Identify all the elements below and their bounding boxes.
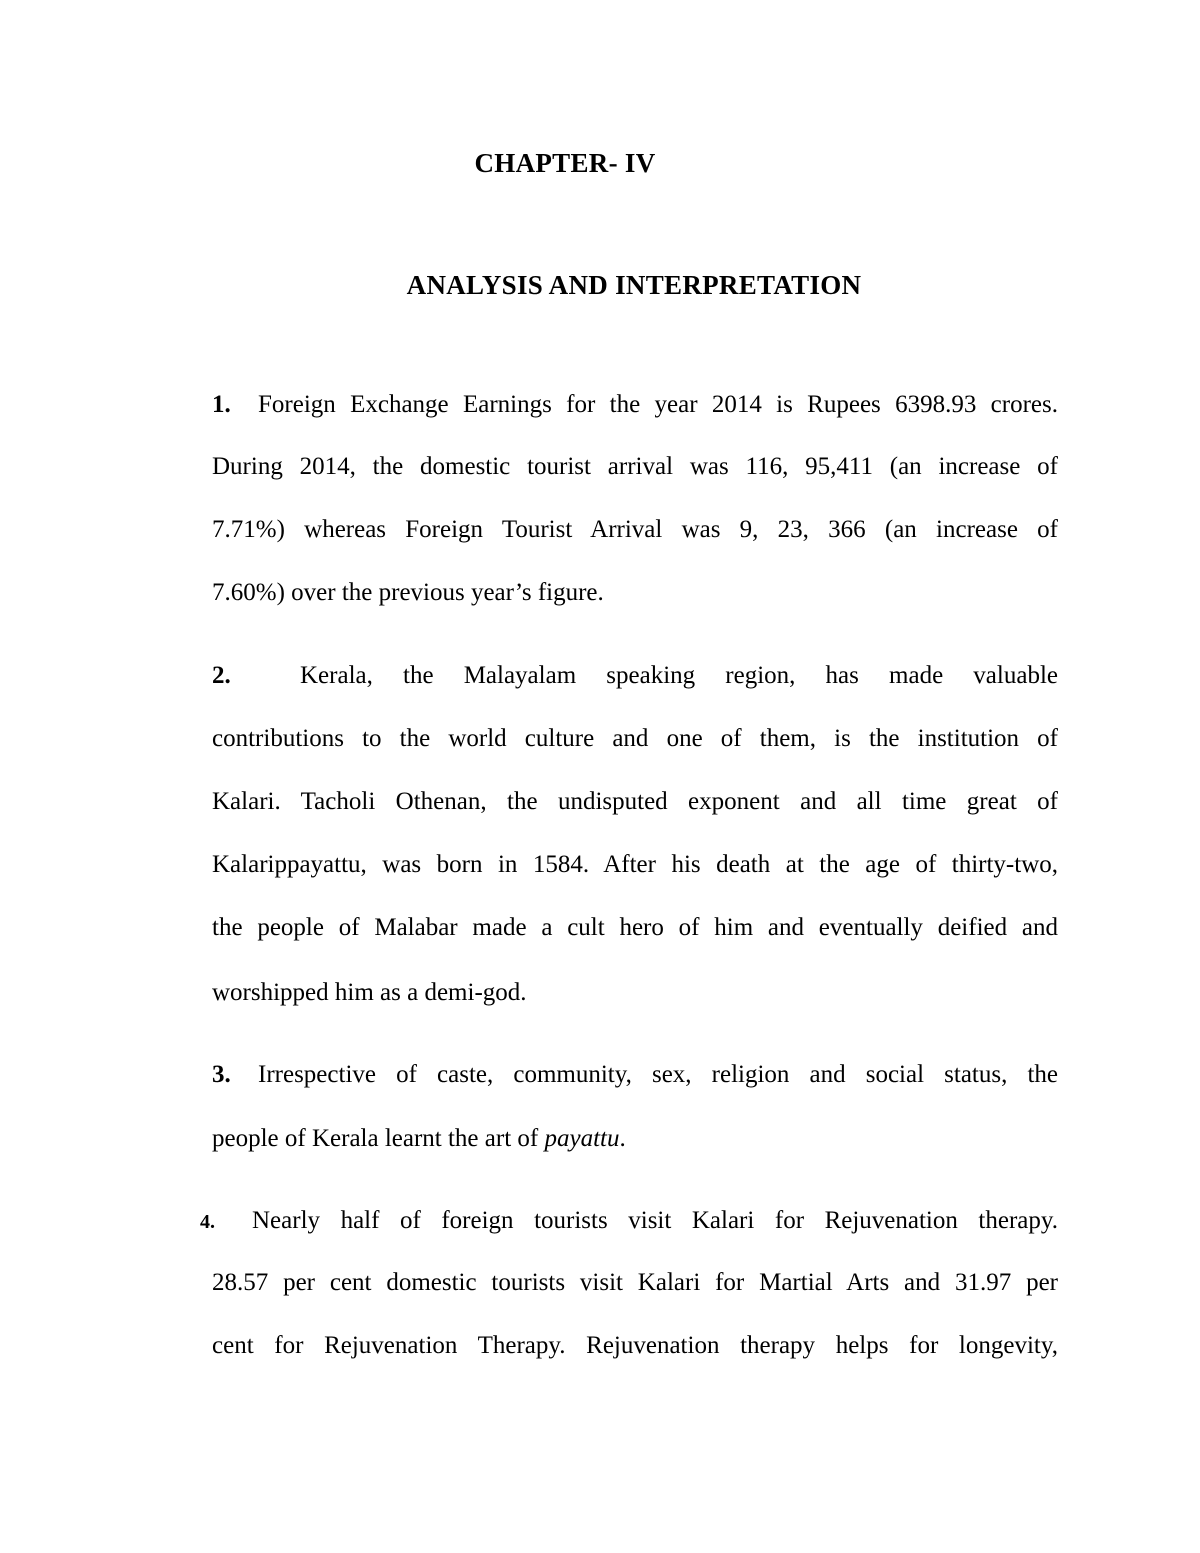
italic-term: payattu [544, 1125, 620, 1152]
paragraph-1-line-3: 7.71%) whereas Foreign Tourist Arrival was 9, 23, 366 (an increase of [212, 516, 1058, 543]
item-number: 3. [212, 1061, 231, 1088]
paragraph-text: Foreign Exchange Earnings for the year 2014 is Rupees 6398.93 crores. [258, 391, 1058, 418]
paragraph-2-line-5: the people of Malabar made a cult hero of him and eventually deified and [212, 914, 1058, 941]
paragraph-1-line-1 [212, 389, 1058, 421]
paragraph-4-line-2: 28.57 per cent domestic tourists visit Kalari for Martial Arts and 31.97 per [212, 1269, 1058, 1296]
item-number: 2. [212, 662, 231, 689]
paragraph-2-line-6: worshipped him as a demi-god. [212, 979, 527, 1006]
item-number: 1. [212, 391, 231, 418]
paragraph-2-line-1 [212, 660, 1058, 692]
paragraph-4-line-1 [200, 1205, 1058, 1238]
paragraph-punctuation: . [619, 1125, 626, 1152]
paragraph-text: Irrespective of caste, community, sex, religion and social status, the [258, 1061, 1058, 1088]
paragraph-1-line-4: 7.60%) over the previous year’s figure. [212, 579, 604, 606]
paragraph-text: Nearly half of foreign tourists visit Kalari for Rejuvenation therapy. [252, 1207, 1058, 1234]
paragraph-3-line-1 [212, 1059, 1058, 1091]
paragraph-2-line-4: Kalarippayattu, was born in 1584. After his death at the age of thirty-two, [212, 851, 1058, 878]
paragraph-4-line-3: cent for Rejuvenation Therapy. Rejuvenation therapy helps for longevity, [212, 1332, 1058, 1359]
paragraph-2-line-3: Kalari. Tacholi Othenan, the undisputed exponent and all time great of [212, 788, 1058, 815]
section-title: ANALYSIS AND INTERPRETATION [406, 270, 862, 300]
paragraph-1-line-2: During 2014, the domestic tourist arrival was 116, 95,411 (an increase of [212, 453, 1058, 480]
paragraph-3-line-2 [212, 1123, 1058, 1155]
chapter-title: CHAPTER- IV [474, 148, 656, 178]
paragraph-text: Kerala, the Malayalam speaking region, has made valuable [300, 662, 1058, 689]
item-number: 4. [200, 1211, 215, 1233]
paragraph-2-line-2: contributions to the world culture and one of them, is the institution of [212, 725, 1058, 752]
paragraph-text: people of Kerala learnt the art of [212, 1125, 545, 1152]
